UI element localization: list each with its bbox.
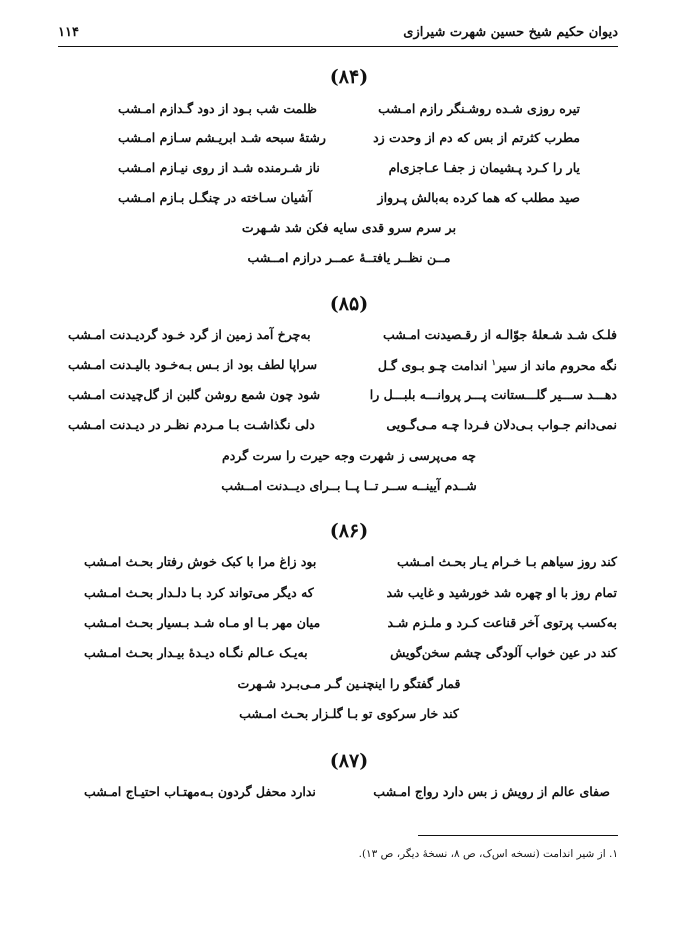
hemistich-first: کند در عین خواب آلودگی چشم سخن‌گویش	[390, 645, 617, 660]
closing-hemistich: چه می‌پرسی ز شهرت وجه حیرت را سرت گردم	[222, 448, 476, 463]
hemistich-first: کند روز سیاهم بـا خـرام یـار بحـث امـشب	[397, 554, 617, 569]
hemistich-second: به‌یـک عـالم نگـاه دیـدهٔ بیـدار بحـث امـشب	[84, 645, 308, 660]
hemistich-second: رشتهٔ سبحه شـد ابریـشم سـازم امـشب	[118, 130, 326, 145]
hemistich-second: که دیگر می‌تواند کرد بـا دلـدار بحـث امـشب	[84, 585, 314, 600]
couplet	[68, 357, 617, 381]
couplet	[118, 130, 580, 154]
page-header	[58, 18, 618, 47]
page-number: ۱۱۴	[58, 24, 79, 40]
couplet	[68, 417, 617, 441]
hemistich-first: صفای عالم از رویش ز بس دارد رواج امـشب	[373, 784, 610, 799]
closing-hemistich: مــن نظــر یافتــهٔ عمــر درازم امــشب	[247, 250, 451, 265]
hemistich-first: تمام روز با او چهره شد خورشید و غایب شد	[386, 585, 617, 600]
poem-number: (۸۴)	[329, 66, 369, 88]
couplet	[84, 615, 617, 639]
hemistich-first: یار را کـرد پـشیمان ز جفـا عـاجزی‌ام	[388, 160, 580, 175]
closing-hemistich: شــدم آیینــه ســر تــا پــا بــرای دیــدنت امــشب	[221, 478, 477, 493]
running-title: دیوان حکیم شیخ حسین شهرت شیرازی	[403, 24, 618, 40]
hemistich-second: ظلمت شب بـود از دود گـدازم امـشب	[118, 101, 317, 116]
hemistich-first: فلـک شـد شـعلهٔ جوّالـه از رقـصیدنت امـشب	[383, 327, 617, 342]
footnote: ۱. از شیر اندامت (نسخه اس‌ک، ص ۸، نسخهٔ دیگر، ص ۱۳).	[358, 848, 618, 860]
hemistich-second: دلی نگذاشـت بـا مـردم نظـر در دیـدنت امـشب	[68, 417, 315, 432]
couplet	[84, 554, 617, 578]
couplet	[84, 585, 617, 609]
couplet	[118, 101, 580, 125]
hemistich-second: ناز شـرمنده شـد از روی نیـازم امـشب	[118, 160, 320, 175]
hemistich-second: سراپا لطف بود از بـس بـه‌خـود بالیـدنت امـشب	[68, 357, 318, 372]
poem-number: (۸۷)	[329, 750, 369, 772]
hemistich-first: به‌کسب پرتوی آخر قناعت کـرد و ملـزم شـد	[387, 615, 617, 630]
hemistich-text: اندامت چـو بـوی گـل	[377, 358, 492, 374]
hemistich-second: بود زاغ مرا با کبک خوش رفتار بحـث امـشب	[84, 554, 317, 569]
hemistich-first: صید مطلب که هما کرده به‌بالش پـرواز	[377, 190, 580, 205]
hemistich-second: میان مهر بـا او مـاه شـد بـسیار بحـث امـشب	[84, 615, 321, 630]
footnote-divider	[418, 835, 618, 836]
closing-hemistich: کند خار سرکوی تو بـا گلـزار بحـث امـشب	[239, 706, 459, 721]
hemistich-second: آشیان سـاخته در چنگـل بـازم امـشب	[118, 190, 312, 205]
hemistich-first: نمی‌دانم جـواب بـی‌دلان فـردا چـه مـی‌گـویی	[386, 417, 617, 432]
couplet	[118, 160, 580, 184]
couplet	[68, 387, 617, 411]
closing-hemistich: قمار گفتگو را اینچنـین گـر مـی‌بـرد شـهرت	[237, 676, 461, 691]
closing-hemistich: بر سرم سرو قدی سایه فکن شد شـهرت	[241, 220, 457, 235]
hemistich-second: ندارد محفل گردون بـه‌مهتـاب احتیـاج امـشب	[84, 784, 316, 799]
couplet	[84, 645, 617, 669]
hemistich-first: دهـــد ســـیر گلـــستانت پـــر پروانـــه بلبـــل را	[369, 387, 617, 402]
couplet	[68, 327, 617, 351]
hemistich-first: تیره روزی شـده روشـنگر رازم امـشب	[378, 101, 580, 116]
hemistich-second: شود چون شمع روشن گلبن از گل‌چیدنت امـشب	[68, 387, 321, 402]
hemistich-first: مطرب کثرتم از بس که دم از وحدت زد	[373, 130, 580, 145]
footnote-marker: ۱	[491, 357, 496, 367]
poem-number: (۸۶)	[329, 520, 369, 542]
hemistich-second: به‌چرخ آمد زمین از گرد خـود گردیـدنت امـشب	[68, 327, 311, 342]
couplet	[84, 784, 610, 808]
poem-number: (۸۵)	[329, 293, 369, 315]
hemistich-text: نگه محروم ماند از سیر	[495, 358, 617, 374]
couplet	[118, 190, 580, 214]
hemistich-first	[378, 357, 617, 373]
